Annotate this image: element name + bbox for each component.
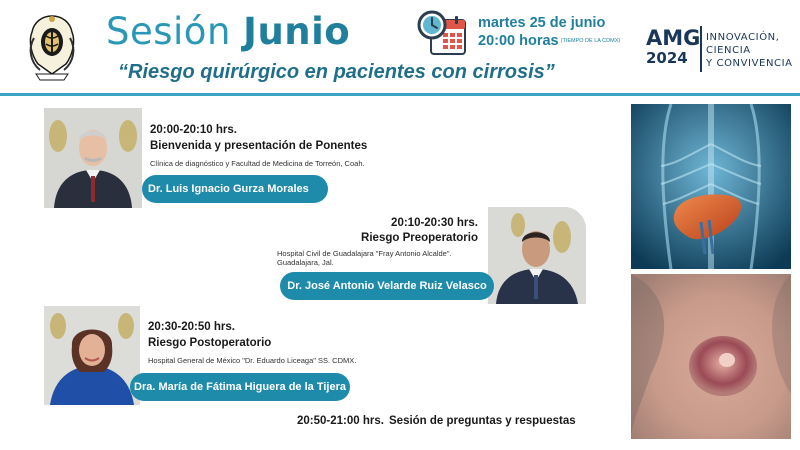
amg-tagline <box>706 31 793 70</box>
speaker-1-name: Dr. Luis Ignacio Gurza Morales <box>148 183 309 195</box>
liver-anatomy-image <box>631 104 791 269</box>
society-seal-logo <box>22 12 82 82</box>
speaker-1-topic: Bienvenida y presentación de Ponentes <box>150 140 368 152</box>
header <box>0 0 800 94</box>
title-light: Sesión <box>106 10 231 53</box>
title-bold: Junio <box>243 10 351 53</box>
speaker-2-institution <box>277 249 452 267</box>
speaker-3-name-badge <box>130 373 350 401</box>
speaker-3-topic: Riesgo Postoperatorio <box>148 337 272 349</box>
speaker-2-time: 20:10-20:30 hrs. <box>391 217 478 229</box>
qa-time: 20:50-21:00 hrs. <box>297 415 384 427</box>
medical-society-seal-icon <box>22 12 82 82</box>
time-line <box>478 32 620 50</box>
amg-divider <box>700 26 702 72</box>
speaker-1-time: 20:00-20:10 hrs. <box>150 124 237 136</box>
amg-year: 2024 <box>646 49 688 67</box>
amg-tagline-line-2: CIENCIA <box>706 45 751 56</box>
speaker-2-institution-line-1: Hospital Civil de Guadalajara "Fray Antonio Alcalde". <box>277 249 452 258</box>
time-zone-note: (TIEMPO DE LA CDMX) <box>560 38 621 45</box>
date-line: martes 25 de junio <box>478 15 606 31</box>
header-divider <box>0 93 800 96</box>
calendar-icon <box>417 8 469 60</box>
clinical-photo-skin <box>631 274 791 439</box>
amg-tagline-line-1: INNOVACIÓN, <box>706 32 780 43</box>
speaker-2-name: Dr. José Antonio Velarde Ruiz Velasco <box>287 280 487 292</box>
speaker-2-topic: Riesgo Preoperatorio <box>361 232 478 244</box>
speaker-3-name: Dra. María de Fátima Higuera de la Tijera <box>134 381 346 393</box>
amg-wordmark: AMG <box>646 26 701 50</box>
calendar-clock-icon <box>417 8 469 60</box>
speaker-2-photo <box>488 207 586 304</box>
session-date <box>478 14 620 50</box>
speaker-2-institution-line-2: Guadalajara, Jal. <box>277 258 334 267</box>
speaker-1-institution: Clínica de diagnóstico y Facultad de Medicina de Torreón, Coah. <box>150 159 365 168</box>
session-subtitle: “Riesgo quirúrgico en pacientes con cirrosis” <box>118 61 555 83</box>
speaker-3-time: 20:30-20:50 hrs. <box>148 321 235 333</box>
amg-tagline-line-3: Y CONVIVENCIA <box>706 58 793 69</box>
speaker-3-photo <box>44 306 140 405</box>
amg-logo <box>646 28 700 68</box>
page-title <box>106 10 350 53</box>
speaker-3-institution: Hospital General de México "Dr. Eduardo Liceaga" SS. CDMX. <box>148 356 357 365</box>
speaker-1-photo <box>44 108 142 208</box>
time-value: 20:00 horas <box>478 33 559 49</box>
qa-topic: Sesión de preguntas y respuestas <box>389 415 576 427</box>
speaker-2-name-badge <box>280 272 494 300</box>
speaker-1-name-badge <box>142 175 328 203</box>
